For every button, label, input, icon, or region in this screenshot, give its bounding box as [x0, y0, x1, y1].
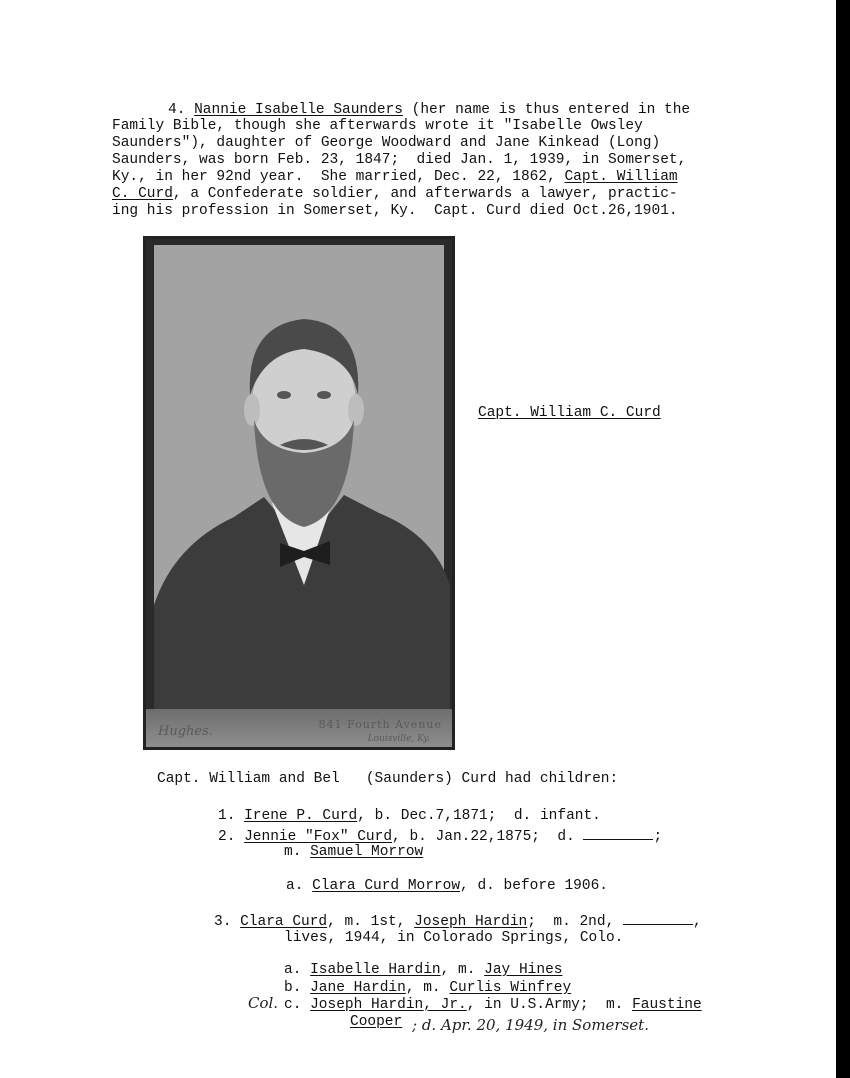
child-name: Jennie "Fox" Curd [244, 829, 393, 845]
spouse-name-cont: C. Curd [112, 186, 173, 202]
child-name: Clara Curd [240, 914, 328, 930]
blank-line [583, 827, 653, 840]
grandchild-3c: c. Joseph Hardin, Jr., in U.S.Army; m. Faustine [284, 997, 702, 1013]
grandchild-name: Jane Hardin [310, 980, 406, 996]
handwritten-death-note: ; d. Apr. 20, 1949, in Somerset. [412, 1016, 649, 1034]
spouse-name: Samuel Morrow [310, 844, 424, 860]
child-2-marriage: m. Samuel Morrow [284, 844, 424, 860]
entry-number: 4. [168, 102, 186, 118]
entry-line-7: ing his profession in Somerset, Ky. Capt. Curd died Oct.26,1901. [112, 203, 678, 219]
blank-line [623, 912, 693, 925]
grandchild-3a: a. Isabelle Hardin, m. Jay Hines [284, 962, 563, 978]
photo-studio: Hughes. [158, 724, 213, 739]
child-2: 2. Jennie "Fox" Curd, b. Jan.22,1875; d. ; [218, 829, 663, 845]
entry-name: Nannie Isabelle Saunders [194, 102, 403, 118]
grandchild-name: Isabelle Hardin [310, 962, 441, 978]
entry-line-2: Family Bible, though she afterwards wrote it "Isabelle Owsley [112, 118, 643, 134]
photo-address: 841 Fourth Avenue [318, 718, 442, 731]
photo-caption: Capt. William C. Curd [478, 405, 661, 421]
child-name: Irene P. Curd [244, 808, 358, 824]
photo-city: Louisville, Ky. [367, 734, 430, 744]
portrait-photo [143, 236, 455, 750]
entry-line-1: 4. Nannie Isabelle Saunders (her name is thus entered in the [168, 102, 691, 118]
grandchild-name: Clara Curd Morrow [312, 878, 461, 894]
children-intro: Capt. William and Bel (Saunders) Curd had children: [157, 771, 619, 787]
spouse-name: Curlis Winfrey [449, 980, 572, 996]
grandchild-3c-cont [350, 1014, 402, 1031]
child-3-residence: lives, 1944, in Colorado Springs, Colo. [284, 930, 624, 946]
spouse-name: Faustine [632, 997, 702, 1013]
child-1: 1. Irene P. Curd, b. Dec.7,1871; d. infant. [218, 808, 601, 824]
handwritten-col: Col. [248, 994, 279, 1012]
grandchild-2a: a. Clara Curd Morrow, d. before 1906. [286, 878, 608, 894]
grandchild-name: Joseph Hardin, Jr. [310, 997, 467, 1013]
grandchild-3b: b. Jane Hardin, m. Curlis Winfrey [284, 980, 572, 996]
entry-line-3: Saunders"), daughter of George Woodward and Jane Kinkead (Long) [112, 135, 661, 151]
spouse-name: Jay Hines [484, 962, 563, 978]
spouse-name: Capt. William [564, 169, 678, 185]
portrait-figure [154, 245, 450, 715]
child-3: 3. Clara Curd, m. 1st, Joseph Hardin; m. 2nd, , [214, 914, 702, 930]
photo-mount-footer [146, 709, 452, 747]
spouse-name: Joseph Hardin [414, 914, 528, 930]
portrait-image [154, 245, 444, 709]
scan-edge [836, 0, 850, 1078]
entry-line-6: C. Curd, a Confederate soldier, and afterwards a lawyer, practic- [112, 186, 678, 202]
spouse-name-cont: Cooper [350, 1014, 403, 1030]
entry-line-5: Ky., in her 92nd year. She married, Dec. 22, 1862, Capt. William [112, 169, 678, 185]
entry-line-4: Saunders, was born Feb. 23, 1847; died Jan. 1, 1939, in Somerset, [112, 152, 687, 168]
